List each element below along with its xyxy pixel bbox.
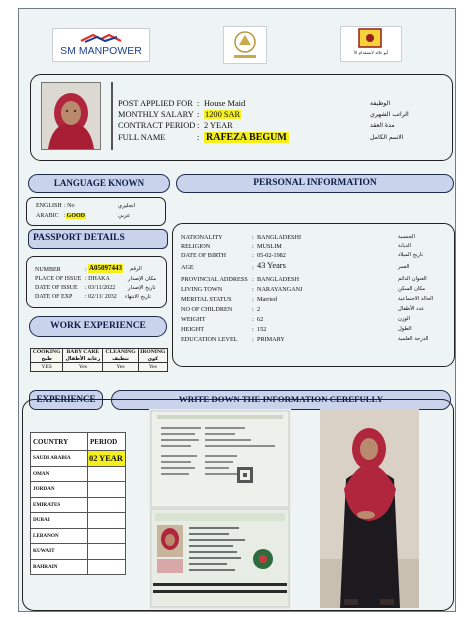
age-ar: العمر [398,264,410,270]
photo-divider [111,82,113,150]
country-name: DUBAI [31,513,88,529]
place-of-issue-label: PLACE OF ISSUE [35,276,82,282]
work-header-row [31,349,168,363]
name-colon: : [197,133,200,142]
living-town-value: NARAYANGANJ [257,286,303,293]
date-of-issue-value: : 03/11/2022 [85,285,116,291]
nationality-value: BANGLADESHI [257,234,301,241]
passport-number-ar: الرقم [130,266,142,272]
height-value: 152 [257,326,267,333]
date-of-birth-value: 05-02-1982 [257,252,286,259]
post-colon: : [197,99,200,108]
religion-value: MUSLIM [257,243,282,250]
english-label: ENGLISH [36,203,62,209]
age-label: AGE [181,264,194,271]
contract-label-ar: مدة العقد [370,122,395,129]
country-name: OMAN [31,466,88,482]
date-of-exp-text: 02/11/ 2032 [88,294,117,300]
portrait-image [42,83,100,149]
cooking-header: COOKING طبخ [31,349,63,363]
crest-icon [224,27,266,63]
post-label-ar: الوظيفة [370,100,391,107]
salary-colon: : [197,110,200,119]
merital-status-label: MERITAL STATUS [181,296,232,303]
no-of-children-colon: : [252,306,254,313]
nationality-label: NATIONALITY [181,234,223,241]
country-name: LEBANON [31,528,88,544]
passport-heading: PASSPORT DETAILS [28,229,168,249]
full-body-image [320,409,419,608]
religion-colon: : [252,243,254,250]
country-row [31,528,126,544]
english-ar: انجليزي [118,203,136,209]
age-colon: : [252,264,254,271]
country-name: BAHRAIN [31,559,88,575]
religion-ar: الديانة [398,243,411,249]
post-value: House Maid [204,99,246,108]
agency-name: SM MANPOWER [60,45,142,57]
education-level-value: PRIMARY [257,336,285,343]
arabic-ar: عربي [118,213,131,219]
ironing-header: IRONING كوي [138,349,167,363]
experience-heading: EXPERIENCE [29,390,103,410]
language-heading: LANGUAGE KNOWN [28,174,170,193]
date-of-exp-value: : 02/11/ 2032 [85,294,117,300]
place-of-issue-ar: مكان الإصدار [128,276,157,282]
date-of-birth-label: DATE OF BIRTH [181,252,227,259]
country-row [31,482,126,498]
ironing-value: Yes [138,363,167,372]
country-col-header: COUNTRY [31,433,88,451]
date-of-exp-label: DATE OF EXP [35,294,73,300]
full-name-value: RAFEZA BEGUM [206,132,287,143]
profile-photo [41,82,101,150]
age-value: 43 Years [257,261,286,270]
personal-info-heading: PERSONAL INFORMATION [176,174,454,193]
arabic-value: :GOOD [64,213,86,219]
no-of-children-value: 2 [257,306,261,313]
contract-value: 2 YEAR [204,121,233,130]
passport-number-value: A05097443 [89,264,123,272]
cooking-value: YES [31,363,63,372]
country-table-wrap [30,432,126,575]
weight-label: WEIGHT [181,316,206,323]
country-name: KUWAIT [31,544,88,560]
education-level-ar: الدرجة العلمية [398,336,429,342]
arabic-label: ARABIC [36,213,59,219]
post-label: POST APPLIED FOR [118,99,193,108]
country-period [88,544,126,560]
name-label-ar: الاسم الكامل [370,134,404,141]
salary-label: MONTHLY SALARY [118,110,194,119]
baby-care-value: Yes [63,363,103,372]
english-value: : No [64,203,75,209]
height-colon: : [252,326,254,333]
passport-scan-image [149,409,291,609]
merital-status-ar: الحالة الاجتماعية [398,296,434,302]
country-header-row [31,433,126,451]
place-of-issue-value: : DHAKA [85,276,110,282]
salary-label-ar: الراتب الشهري [370,111,409,118]
country-name: JORDAN [31,482,88,498]
country-row [31,451,126,467]
country-name: EMIRATES [31,497,88,513]
period-col-header: PERIOD [88,433,126,451]
country-row [31,544,126,560]
emblem-icon [341,27,401,61]
work-table [30,348,168,372]
country-row [31,559,126,575]
provincial-address-ar: العنوان الدائم [398,276,427,282]
contract-label: CONTRACT PERIOD [118,121,196,130]
date-of-birth-colon: : [252,252,254,259]
salary-value: 1200 SAR [205,110,241,119]
full-body-photo [320,409,419,608]
weight-colon: : [252,316,254,323]
work-experience-heading: WORK EXPERIENCE [29,316,167,337]
instruction-banner: WRITE DOWN THE INFORMATION CEREFULLY [111,390,451,410]
date-of-issue-ar: تاريخ الإصدار [128,285,156,291]
no-of-children-label: NO OF CHILDREN [181,306,233,313]
height-label: HEIGHT [181,326,205,333]
name-label: FULL NAME [118,133,166,142]
country-period [88,513,126,529]
arabic-value-text: GOOD [66,213,86,219]
country-period [88,528,126,544]
english-value-text: No [67,203,75,209]
baby-care-header: BABY CARE رعاية الأطفال [63,349,103,363]
living-town-label: LIVING TOWN [181,286,223,293]
country-row [31,513,126,529]
country-row [31,466,126,482]
country-period [88,559,126,575]
contract-colon: : [197,121,200,130]
passport-number-label: NUMBER [35,267,61,273]
country-period: 02 YEAR [88,451,126,467]
country-period [88,482,126,498]
agency-logo-right [340,26,402,62]
provincial-address-value: BANGLADESH [257,276,299,283]
date-of-issue-text: 03/11/2022 [88,285,116,291]
country-name: SAUDI ARABIA [31,451,88,467]
work-table-wrap [30,348,168,372]
cleaning-header: CLEANING تنظيف [103,349,138,363]
place-of-issue-text: DHAKA [88,276,110,282]
merital-status-colon: : [252,296,254,303]
education-level-colon: : [252,336,254,343]
right-logo-caption: أبو خالد لاستقدام الأ [353,50,389,55]
religion-label: RELIGION [181,243,211,250]
country-row [31,497,126,513]
nationality-colon: : [252,234,254,241]
passport-number-colon: : [85,267,87,273]
merital-status-value: Married [257,296,277,303]
crest-logo [223,26,267,64]
living-town-ar: مكان السكن [398,286,426,292]
date-of-birth-ar: تاريخ الميلاد [398,252,423,258]
cleaning-value: Yes [103,363,138,372]
no-of-children-ar: عدد الأطفال [398,306,425,312]
provincial-address-colon: : [252,276,254,283]
weight-ar: الوزن [398,316,411,322]
weight-value: 62 [257,316,264,323]
country-table [30,432,126,575]
nationality-ar: الجنسية [398,234,415,240]
date-of-issue-label: DATE OF ISSUE [35,285,78,291]
agency-logo [52,28,150,62]
work-value-row [31,363,168,372]
country-period [88,466,126,482]
passport-scan [149,409,291,609]
date-of-exp-ar: تاريخ الانتهاء [125,294,151,300]
country-period [88,497,126,513]
living-town-colon: : [252,286,254,293]
height-ar: الطول [398,326,412,332]
provincial-address-label: PROVINCIAL ADDRESS [181,276,248,283]
education-level-label: EDUCATION LEVEL [181,336,238,343]
